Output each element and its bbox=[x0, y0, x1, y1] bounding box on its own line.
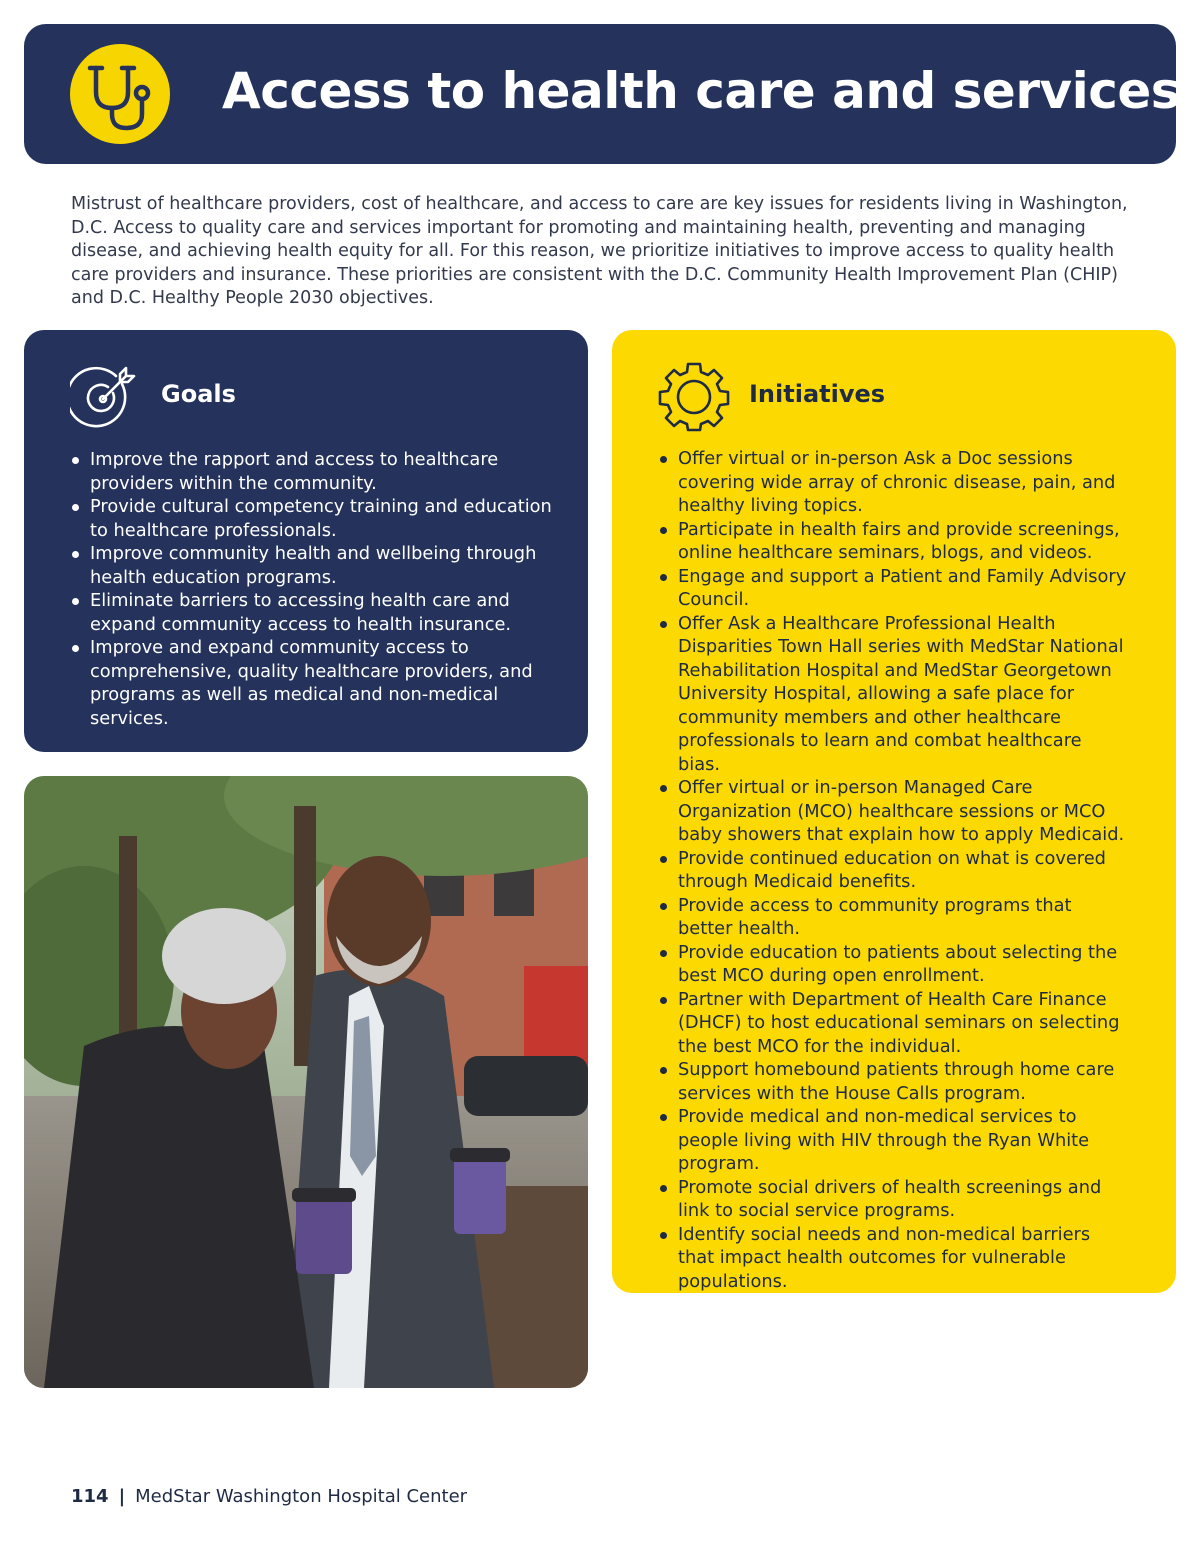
list-item: Provide access to community programs that better health. bbox=[658, 894, 1128, 941]
list-item: Provide medical and non-medical services to people living with HIV through the Ryan White program. bbox=[658, 1105, 1128, 1176]
list-item: Promote social drivers of health screenings and link to social service programs. bbox=[658, 1176, 1128, 1223]
list-item: Partner with Department of Health Care Finance (DHCF) to host educational seminars on selecting the best MCO for the individual. bbox=[658, 988, 1128, 1059]
list-item: Improve and expand community access to comprehensive, quality healthcare providers, and programs as well as medical and non-medical services. bbox=[70, 636, 575, 730]
list-item: Offer virtual or in-person Ask a Doc sessions covering wide array of chronic disease, pain, and healthy living topics. bbox=[658, 447, 1128, 518]
page-footer bbox=[71, 1486, 467, 1507]
list-item: Improve community health and wellbeing through health education programs. bbox=[70, 542, 575, 589]
initiatives-panel bbox=[612, 330, 1176, 1293]
list-item: Improve the rapport and access to healthcare providers within the community. bbox=[70, 448, 575, 495]
list-item: Provide continued education on what is covered through Medicaid benefits. bbox=[658, 847, 1128, 894]
list-item: Identify social needs and non-medical barriers that impact health outcomes for vulnerable populations. bbox=[658, 1223, 1128, 1294]
list-item: Offer Ask a Healthcare Professional Health Disparities Town Hall series with MedStar National Rehabilitation Hospital and MedStar Georgetown University Hospital, allowing a safe place for community members and other healthcare professionals to learn and combat healthcare bias. bbox=[658, 612, 1128, 777]
footer-separator: | bbox=[118, 1486, 126, 1507]
goals-title: Goals bbox=[161, 380, 236, 408]
initiatives-title: Initiatives bbox=[749, 380, 886, 408]
stethoscope-icon bbox=[70, 44, 170, 144]
footer-org-name: MedStar Washington Hospital Center bbox=[135, 1486, 468, 1507]
list-item: Offer virtual or in-person Managed Care Organization (MCO) healthcare sessions or MCO baby showers that explain how to apply Medicaid. bbox=[658, 776, 1128, 847]
gear-icon bbox=[656, 358, 732, 434]
list-item: Engage and support a Patient and Family Advisory Council. bbox=[658, 565, 1128, 612]
list-item: Participate in health fairs and provide screenings, online healthcare seminars, blogs, and videos. bbox=[658, 518, 1128, 565]
intro-paragraph: Mistrust of healthcare providers, cost of healthcare, and access to care are key issues for residents living in Washington, D.C. Access to quality care and services important for promoting and maintaining health, preventing and managing disease, and achieving health equity for all. For this reason, we prioritize initiatives to improve access to quality health care providers and insurance. These priorities are consistent with the D.C. Community Health Improvement Plan (CHIP) and D.C. Healthy People 2030 objectives. bbox=[71, 194, 1128, 309]
target-icon bbox=[70, 362, 140, 432]
header-banner bbox=[24, 24, 1181, 164]
couple-photo bbox=[24, 776, 588, 1388]
goals-panel bbox=[24, 330, 588, 752]
list-item: Support homebound patients through home care services with the House Calls program. bbox=[658, 1058, 1128, 1105]
goals-list bbox=[70, 448, 575, 730]
initiatives-list bbox=[658, 447, 1128, 1293]
list-item: Provide cultural competency training and education to healthcare professionals. bbox=[70, 495, 575, 542]
page-number: 114 bbox=[71, 1486, 109, 1507]
list-item: Provide education to patients about selecting the best MCO during open enrollment. bbox=[658, 941, 1128, 988]
page-title: Access to health care and services bbox=[222, 62, 1181, 120]
list-item: Eliminate barriers to accessing health care and expand community access to health insurance. bbox=[70, 589, 575, 636]
